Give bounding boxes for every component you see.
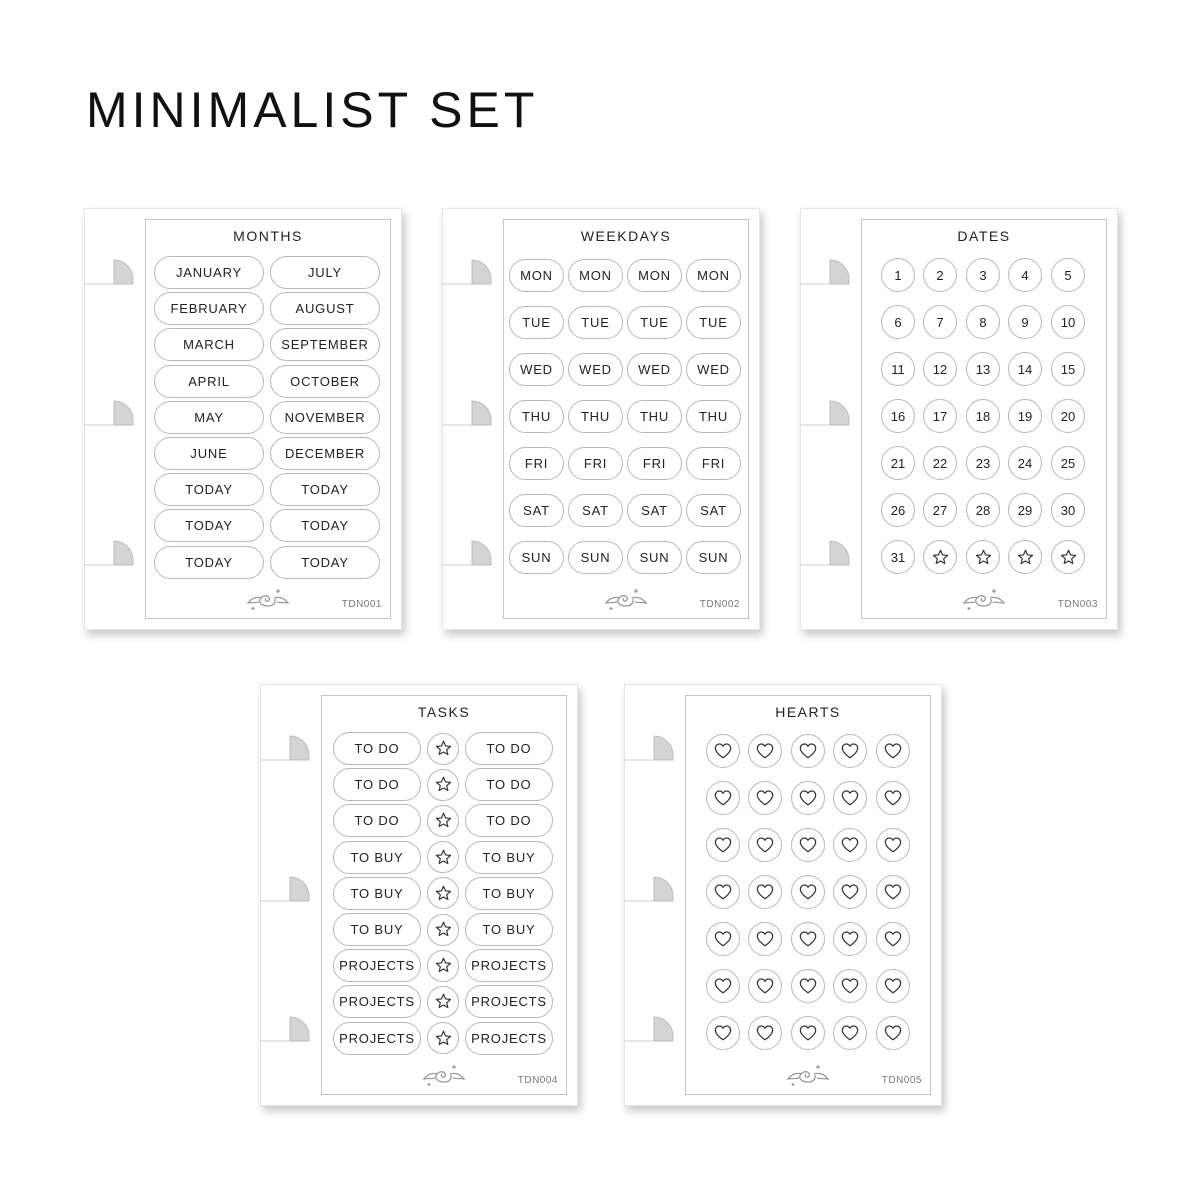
date-sticker: 11	[881, 352, 915, 386]
star-icon	[435, 740, 452, 757]
heart-icon	[841, 742, 859, 760]
date-sticker: 14	[1008, 352, 1042, 386]
star-sticker	[923, 540, 957, 574]
month-sticker: MAY	[154, 401, 264, 434]
task-sticker: TO DO	[333, 768, 421, 801]
heart-sticker	[876, 828, 910, 862]
sheet-code: TDN001	[341, 599, 382, 610]
winged-logo-icon	[603, 586, 649, 612]
heart-icon	[714, 930, 732, 948]
tasks-sheet	[321, 695, 567, 1095]
date-sticker: 23	[966, 446, 1000, 480]
star-sticker	[427, 950, 459, 982]
star-sticker	[1008, 540, 1042, 574]
heart-icon	[799, 883, 817, 901]
month-sticker: AUGUST	[270, 292, 380, 325]
month-sticker: TODAY	[154, 473, 264, 506]
weekday-sticker: FRI	[686, 447, 741, 480]
sheet-code: TDN004	[517, 1075, 558, 1086]
star-icon	[1017, 549, 1034, 566]
star-sticker	[427, 805, 459, 837]
dates-card	[800, 208, 1118, 630]
task-sticker: PROJECTS	[465, 985, 553, 1018]
heart-sticker	[833, 1016, 867, 1050]
date-sticker: 27	[923, 493, 957, 527]
heart-sticker	[791, 781, 825, 815]
dates-sheet	[861, 219, 1107, 619]
winged-logo-icon	[785, 1062, 831, 1088]
date-sticker: 6	[881, 305, 915, 339]
star-sticker	[1051, 540, 1085, 574]
month-sticker: SEPTEMBER	[270, 328, 380, 361]
heart-icon	[884, 930, 902, 948]
task-sticker: TO DO	[465, 768, 553, 801]
heart-sticker	[876, 734, 910, 768]
heart-sticker	[791, 1016, 825, 1050]
heart-icon	[884, 789, 902, 807]
weekday-sticker: SAT	[627, 494, 682, 527]
date-sticker: 26	[881, 493, 915, 527]
task-sticker: PROJECTS	[465, 949, 553, 982]
heart-icon	[841, 977, 859, 995]
month-sticker: MARCH	[154, 328, 264, 361]
winged-logo-icon	[961, 586, 1007, 612]
date-sticker: 1	[881, 258, 915, 292]
date-sticker: 29	[1008, 493, 1042, 527]
date-sticker: 25	[1051, 446, 1085, 480]
heart-icon	[756, 883, 774, 901]
month-sticker: DECEMBER	[270, 437, 380, 470]
month-sticker: TODAY	[154, 509, 264, 542]
task-sticker: PROJECTS	[333, 949, 421, 982]
heart-sticker	[748, 969, 782, 1003]
heart-icon	[884, 977, 902, 995]
weekday-sticker: MON	[686, 259, 741, 292]
month-sticker: TODAY	[270, 473, 380, 506]
heart-icon	[756, 789, 774, 807]
heart-icon	[884, 1024, 902, 1042]
winged-logo-icon	[245, 586, 291, 612]
heart-icon	[799, 977, 817, 995]
heart-sticker	[748, 828, 782, 862]
weekdays-sheet	[503, 219, 749, 619]
month-sticker: TODAY	[270, 546, 380, 579]
weekday-sticker: THU	[686, 400, 741, 433]
date-sticker: 4	[1008, 258, 1042, 292]
date-sticker: 20	[1051, 399, 1085, 433]
month-sticker: TODAY	[154, 546, 264, 579]
weekday-sticker: MON	[627, 259, 682, 292]
weekday-sticker: WED	[509, 353, 564, 386]
task-sticker: TO BUY	[465, 913, 553, 946]
month-sticker: TODAY	[270, 509, 380, 542]
heart-sticker	[748, 734, 782, 768]
task-sticker: TO BUY	[333, 913, 421, 946]
task-sticker: TO DO	[333, 804, 421, 837]
weekday-sticker: TUE	[568, 306, 623, 339]
heart-sticker	[748, 922, 782, 956]
heart-sticker	[791, 734, 825, 768]
task-sticker: PROJECTS	[465, 1022, 553, 1055]
date-sticker: 12	[923, 352, 957, 386]
weekday-sticker: TUE	[686, 306, 741, 339]
date-sticker: 8	[966, 305, 1000, 339]
hearts-card	[624, 684, 942, 1106]
heart-icon	[841, 930, 859, 948]
heart-sticker	[876, 922, 910, 956]
weekdays-card	[442, 208, 760, 630]
months-card	[84, 208, 402, 630]
star-icon	[975, 549, 992, 566]
star-sticker	[966, 540, 1000, 574]
month-sticker: JANUARY	[154, 256, 264, 289]
star-sticker	[427, 769, 459, 801]
date-sticker: 15	[1051, 352, 1085, 386]
heart-icon	[756, 930, 774, 948]
heart-icon	[714, 742, 732, 760]
date-sticker: 19	[1008, 399, 1042, 433]
heart-sticker	[833, 969, 867, 1003]
heart-icon	[884, 742, 902, 760]
star-sticker	[427, 877, 459, 909]
date-sticker: 9	[1008, 305, 1042, 339]
heart-icon	[756, 836, 774, 854]
weekday-sticker: SUN	[686, 541, 741, 574]
date-sticker: 22	[923, 446, 957, 480]
heart-sticker	[833, 875, 867, 909]
date-sticker: 17	[923, 399, 957, 433]
weekday-sticker: WED	[568, 353, 623, 386]
weekday-sticker: SUN	[509, 541, 564, 574]
heart-icon	[714, 789, 732, 807]
weekday-sticker: WED	[627, 353, 682, 386]
heart-sticker	[833, 734, 867, 768]
heart-sticker	[706, 734, 740, 768]
weekday-sticker: SAT	[686, 494, 741, 527]
heart-icon	[714, 977, 732, 995]
task-sticker: TO BUY	[333, 841, 421, 874]
heart-icon	[799, 930, 817, 948]
heart-sticker	[876, 875, 910, 909]
weekday-sticker: MON	[509, 259, 564, 292]
heart-icon	[884, 836, 902, 854]
heart-sticker	[748, 781, 782, 815]
star-sticker	[427, 841, 459, 873]
date-sticker: 30	[1051, 493, 1085, 527]
date-sticker: 2	[923, 258, 957, 292]
weekday-sticker: TUE	[627, 306, 682, 339]
date-sticker: 31	[881, 540, 915, 574]
date-sticker: 7	[923, 305, 957, 339]
month-sticker: NOVEMBER	[270, 401, 380, 434]
heart-sticker	[791, 969, 825, 1003]
weekdays-title: WEEKDAYS	[580, 228, 672, 244]
dates-title: DATES	[957, 228, 1011, 244]
tasks-title: TASKS	[417, 704, 471, 720]
star-icon	[435, 885, 452, 902]
weekday-sticker: FRI	[627, 447, 682, 480]
heart-sticker	[748, 1016, 782, 1050]
heart-icon	[841, 789, 859, 807]
sheet-code: TDN003	[1057, 599, 1098, 610]
heart-icon	[756, 742, 774, 760]
star-icon	[435, 776, 452, 793]
weekday-sticker: SUN	[627, 541, 682, 574]
heart-sticker	[876, 781, 910, 815]
heart-icon	[756, 1024, 774, 1042]
star-icon	[932, 549, 949, 566]
star-icon	[435, 921, 452, 938]
date-sticker: 16	[881, 399, 915, 433]
star-icon	[435, 1030, 452, 1047]
page-title: MINIMALIST SET	[86, 82, 539, 138]
star-sticker	[427, 986, 459, 1018]
hearts-title: HEARTS	[775, 704, 841, 720]
heart-sticker	[876, 1016, 910, 1050]
heart-sticker	[706, 1016, 740, 1050]
weekday-sticker: THU	[509, 400, 564, 433]
heart-icon	[799, 742, 817, 760]
task-sticker: PROJECTS	[333, 985, 421, 1018]
weekday-sticker: THU	[568, 400, 623, 433]
heart-icon	[799, 836, 817, 854]
date-sticker: 13	[966, 352, 1000, 386]
heart-icon	[714, 1024, 732, 1042]
star-sticker	[427, 1022, 459, 1054]
heart-icon	[714, 883, 732, 901]
weekday-sticker: THU	[627, 400, 682, 433]
weekday-sticker: WED	[686, 353, 741, 386]
heart-sticker	[706, 969, 740, 1003]
winged-logo-icon	[421, 1062, 467, 1088]
task-sticker: TO DO	[465, 732, 553, 765]
months-sheet	[145, 219, 391, 619]
star-icon	[435, 993, 452, 1010]
heart-sticker	[706, 781, 740, 815]
month-sticker: OCTOBER	[270, 365, 380, 398]
heart-sticker	[833, 922, 867, 956]
star-sticker	[427, 914, 459, 946]
tasks-card	[260, 684, 578, 1106]
sheet-code: TDN002	[699, 599, 740, 610]
date-sticker: 21	[881, 446, 915, 480]
heart-sticker	[748, 875, 782, 909]
date-sticker: 28	[966, 493, 1000, 527]
star-icon	[435, 849, 452, 866]
heart-sticker	[876, 969, 910, 1003]
task-sticker: PROJECTS	[333, 1022, 421, 1055]
heart-icon	[841, 1024, 859, 1042]
weekday-sticker: SAT	[509, 494, 564, 527]
date-sticker: 3	[966, 258, 1000, 292]
month-sticker: JUNE	[154, 437, 264, 470]
task-sticker: TO BUY	[333, 877, 421, 910]
weekday-sticker: FRI	[568, 447, 623, 480]
date-sticker: 5	[1051, 258, 1085, 292]
weekday-sticker: MON	[568, 259, 623, 292]
weekday-sticker: SAT	[568, 494, 623, 527]
task-sticker: TO DO	[333, 732, 421, 765]
heart-sticker	[791, 875, 825, 909]
date-sticker: 10	[1051, 305, 1085, 339]
heart-icon	[884, 883, 902, 901]
heart-sticker	[706, 828, 740, 862]
star-sticker	[427, 733, 459, 765]
month-sticker: APRIL	[154, 365, 264, 398]
month-sticker: JULY	[270, 256, 380, 289]
heart-sticker	[791, 922, 825, 956]
heart-icon	[799, 789, 817, 807]
months-title: MONTHS	[233, 228, 303, 244]
heart-sticker	[706, 875, 740, 909]
heart-icon	[756, 977, 774, 995]
weekday-sticker: TUE	[509, 306, 564, 339]
heart-icon	[841, 883, 859, 901]
task-sticker: TO DO	[465, 804, 553, 837]
heart-sticker	[706, 922, 740, 956]
heart-icon	[841, 836, 859, 854]
month-sticker: FEBRUARY	[154, 292, 264, 325]
star-icon	[435, 812, 452, 829]
star-icon	[1060, 549, 1077, 566]
heart-sticker	[833, 781, 867, 815]
date-sticker: 24	[1008, 446, 1042, 480]
heart-sticker	[833, 828, 867, 862]
hearts-sheet	[685, 695, 931, 1095]
heart-sticker	[791, 828, 825, 862]
weekday-sticker: FRI	[509, 447, 564, 480]
weekday-sticker: SUN	[568, 541, 623, 574]
heart-icon	[714, 836, 732, 854]
task-sticker: TO BUY	[465, 877, 553, 910]
task-sticker: TO BUY	[465, 841, 553, 874]
date-sticker: 18	[966, 399, 1000, 433]
heart-icon	[799, 1024, 817, 1042]
star-icon	[435, 957, 452, 974]
sheet-code: TDN005	[881, 1075, 922, 1086]
